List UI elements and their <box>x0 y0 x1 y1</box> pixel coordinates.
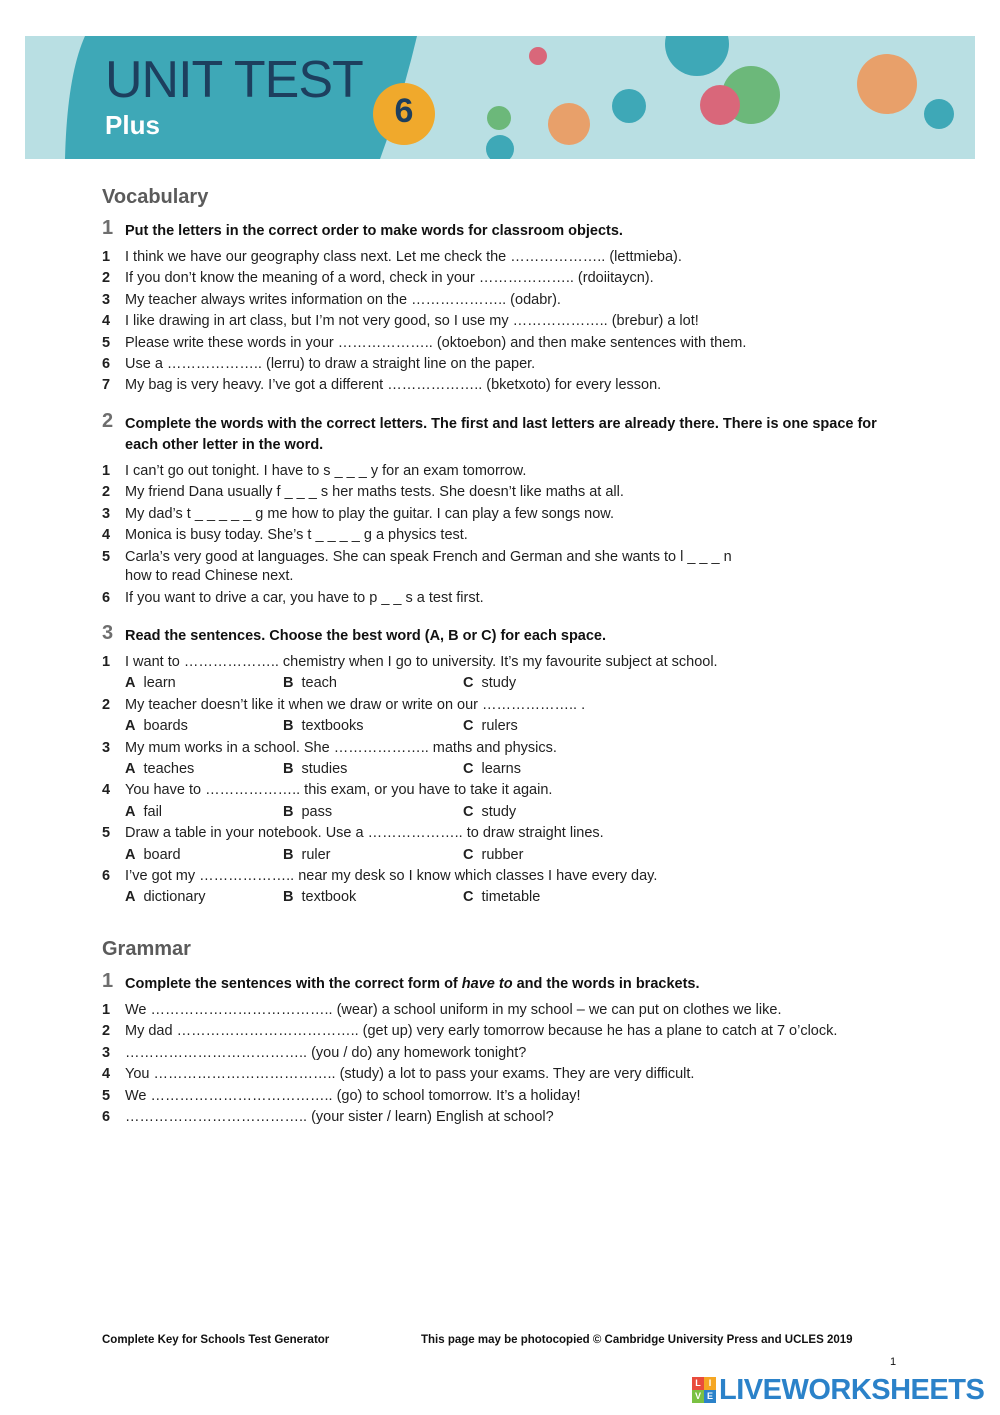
question-item: 6 ……………………………….. (your sister / learn) English at school? <box>102 1109 554 1126</box>
question-item: 3 My mum works in a school. She ……………….. maths and physics. <box>102 739 557 756</box>
option-b: B textbooks <box>283 718 364 735</box>
question-item: 3 My dad’s t _ _ _ _ _ g me how to play the guitar. I can play a few songs now. <box>102 505 614 522</box>
option-a: A boards <box>125 718 188 735</box>
exercise-number: 3 <box>102 622 114 644</box>
question-item: 5 Please write these words in your ……………….. (oktoebon) and then make sentences with them. <box>102 334 747 351</box>
option-a: A fail <box>125 803 163 820</box>
question-item: 1 We ……………………………….. (wear) a school uniform in my school – we can put on clothes we like. <box>102 1002 782 1018</box>
vocabulary-exercise-3 <box>102 622 902 909</box>
unit-test-subtitle: Plus <box>105 110 160 140</box>
option-c: C study <box>463 675 517 692</box>
option-c: C rulers <box>463 718 518 735</box>
footer-publication: Complete Key for Schools Test Generator <box>102 1334 330 1346</box>
answer-options <box>102 759 902 780</box>
unit-number: 6 <box>394 92 414 130</box>
page-number: 1 <box>890 1356 897 1368</box>
exercise-number: 2 <box>102 410 114 432</box>
decor-dot <box>529 47 547 65</box>
decor-dot <box>924 99 954 129</box>
question-item: 1 I want to ……………….. chemistry when I go to university. It’s my favourite subject at school. <box>102 654 718 670</box>
question-item: 5 We ……………………………….. (go) to school tomorrow. It’s a holiday! <box>102 1087 581 1104</box>
question-item: 5 Draw a table in your notebook. Use a ……………….. to draw straight lines. <box>102 825 604 842</box>
liveworksheets-wordmark: LIVEWORKSHEETS <box>719 1373 985 1406</box>
decor-dot <box>487 106 511 130</box>
exercise-instruction: 1 Put the letters in the correct order to make words for classroom objects. <box>102 217 623 239</box>
grammar-exercise-1 <box>102 970 922 1128</box>
option-c: C rubber <box>463 846 524 863</box>
decor-dot <box>612 89 646 123</box>
exercise-number: 1 <box>102 217 114 239</box>
answer-options <box>102 802 902 823</box>
option-b: B teach <box>283 675 337 692</box>
unit-test-title: UNIT TEST <box>105 51 363 109</box>
vocabulary-exercise-2 <box>102 410 892 609</box>
question-item: 5 Carla’s very good at languages. She can speak French and German and she wants to l _ _ _ n how to read Chinese next. <box>102 548 732 584</box>
question-item: 4 You ……………………………….. (study) a lot to pass your exams. They are very difficult. <box>102 1066 695 1083</box>
option-a: A board <box>125 846 181 863</box>
question-item: 1 I think we have our geography class next. Let me check the ……………….. (lettmieba). <box>102 249 682 265</box>
question-item: 3 ……………………………….. (you / do) any homework tonight? <box>102 1044 527 1061</box>
liveworksheets-logo[interactable] <box>692 1373 984 1407</box>
decor-dot <box>857 54 917 114</box>
question-item: 2 If you don’t know the meaning of a word, check in your ……………….. (rdoiitaycn). <box>102 270 654 287</box>
question-item: 2 My friend Dana usually f _ _ _ s her maths tests. She doesn’t like maths at all. <box>102 484 624 501</box>
option-b: B pass <box>283 803 333 820</box>
question-item: 4 I like drawing in art class, but I’m not very good, so I use my ……………….. (brebur) a lot! <box>102 313 699 330</box>
option-a: A learn <box>125 675 176 692</box>
vocabulary-exercise-1 <box>102 217 902 397</box>
option-a: A teaches <box>125 761 195 777</box>
decor-dot <box>700 85 740 125</box>
exercise-instruction: 2 Complete the words with the correct letters. The first and last letters are already there. There is one space for each other letter in the word. <box>102 410 877 453</box>
option-b: B studies <box>283 761 348 777</box>
exercise-number: 1 <box>102 970 114 992</box>
footer-copyright: This page may be photocopied © Cambridge University Press and UCLES 2019 <box>421 1334 853 1346</box>
answer-options <box>102 673 902 694</box>
question-item: 7 My bag is very heavy. I’ve got a different ……………….. (bketxoto) for every lesson. <box>102 377 662 394</box>
decor-dot <box>548 103 590 145</box>
exercise-instruction: 3 Read the sentences. Choose the best word (A, B or C) for each space. <box>102 622 607 644</box>
answer-options <box>102 716 902 737</box>
exercise-instruction: 1 Complete the sentences with the correct form of have to and the words in brackets. <box>102 970 700 992</box>
question-item: 6 I’ve got my ……………….. near my desk so I know which classes I have every day. <box>102 867 658 884</box>
unit-test-banner <box>25 36 975 159</box>
option-b: B textbook <box>283 889 357 906</box>
section-heading-vocabulary: Vocabulary <box>102 186 209 208</box>
option-c: C study <box>463 803 517 820</box>
answer-options <box>102 887 902 908</box>
question-item: 2 My dad ……………………………….. (get up) very early tomorrow because he has a plane to catch at 7 o’clock. <box>102 1023 838 1040</box>
option-b: B ruler <box>283 846 331 863</box>
question-item: 3 My teacher always writes information on the ……………….. (odabr). <box>102 291 561 308</box>
question-item: 2 My teacher doesn’t like it when we draw or write on our ……………….. . <box>102 696 586 713</box>
question-item: 1 I can’t go out tonight. I have to s _ _ _ y for an exam tomorrow. <box>102 463 527 479</box>
question-item: 4 You have to ……………….. this exam, or you have to take it again. <box>102 782 553 799</box>
section-heading-grammar: Grammar <box>102 938 191 960</box>
option-c: C learns <box>463 761 521 777</box>
option-a: A dictionary <box>125 889 206 906</box>
question-item: 4 Monica is busy today. She’s t _ _ _ _ g a physics test. <box>102 527 468 544</box>
liveworksheets-badge-icon: L I V E <box>692 1377 716 1403</box>
question-item: 6 Use a ……………….. (lerru) to draw a straight line on the paper. <box>102 356 536 373</box>
question-item: 6 If you want to drive a car, you have to p _ _ s a test first. <box>102 589 484 606</box>
option-c: C timetable <box>463 889 541 906</box>
answer-options <box>102 845 902 866</box>
